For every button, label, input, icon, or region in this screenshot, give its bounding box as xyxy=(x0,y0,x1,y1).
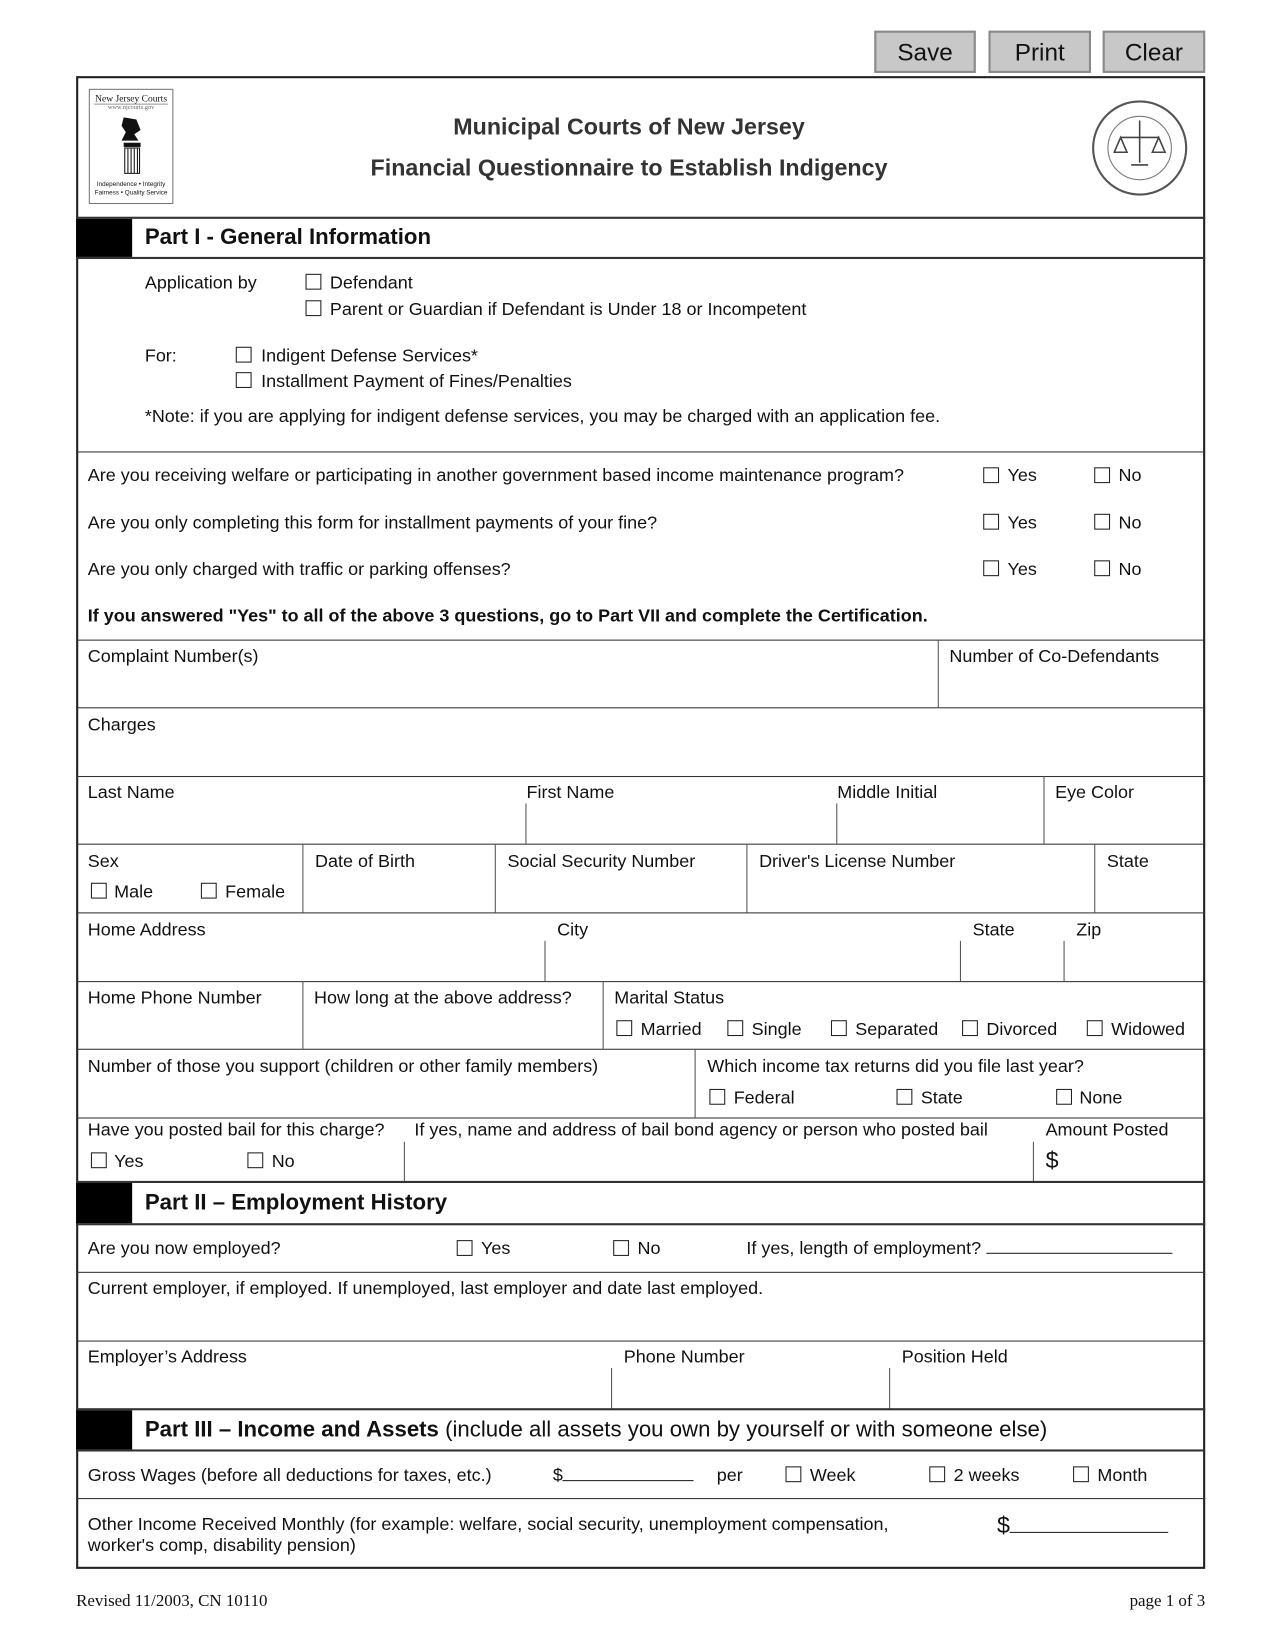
amount-posted-label: Amount Posted xyxy=(1045,1119,1169,1140)
last-name-label: Last Name xyxy=(87,782,175,803)
codefendants-label: Number of Co-Defendants xyxy=(949,645,1160,667)
home-address-label: Home Address xyxy=(87,919,206,940)
logo-url: www.njcourts.gov xyxy=(107,104,155,112)
federal-checkbox[interactable] xyxy=(709,1089,725,1105)
current-employer-label: Current employer, if employed. If unemployed, last employer and date last employed. xyxy=(87,1278,764,1299)
gross-wages-label: Gross Wages (before all deductions for taxes, etc.) xyxy=(87,1465,492,1486)
indigent-defense-checkbox[interactable] xyxy=(236,347,252,363)
married-checkbox[interactable] xyxy=(616,1020,632,1036)
court-seal-icon xyxy=(1091,99,1188,196)
installment-payment-label: Installment Payment of Fines/Penalties xyxy=(261,371,572,392)
week-label: Week xyxy=(809,1465,856,1486)
parent-guardian-label: Parent or Guardian if Defendant is Under 18 or Incompetent xyxy=(329,299,807,320)
print-button[interactable]: Print xyxy=(988,31,1091,73)
installment-no-checkbox[interactable] xyxy=(1094,514,1110,530)
defendant-checkbox[interactable] xyxy=(306,274,322,290)
indigent-defense-label: Indigent Defense Services* xyxy=(261,345,478,366)
per-label: per xyxy=(716,1465,743,1486)
yes-label: Yes xyxy=(114,1151,144,1172)
month-checkbox[interactable] xyxy=(1073,1466,1089,1482)
two-weeks-checkbox[interactable] xyxy=(929,1466,945,1482)
clear-button[interactable]: Clear xyxy=(1103,31,1206,73)
bail-question: Have you posted bail for this charge? xyxy=(87,1119,385,1140)
yes-label: Yes xyxy=(1007,559,1037,580)
no-label: No xyxy=(1118,559,1142,580)
divorced-label: Divorced xyxy=(986,1019,1058,1040)
single-checkbox[interactable] xyxy=(727,1020,743,1036)
male-checkbox[interactable] xyxy=(91,883,107,899)
position-held-label: Position Held xyxy=(901,1346,1008,1367)
none-checkbox[interactable] xyxy=(1056,1089,1072,1105)
part7-instruction: If you answered "Yes" to all of the above 3 questions, go to Part VII and complete the Certification. xyxy=(87,605,928,626)
middle-initial-label: Middle Initial xyxy=(837,782,938,803)
dollar-sign: $ xyxy=(996,1511,1010,1539)
married-label: Married xyxy=(640,1019,702,1040)
other-income-label-2: worker's comp, disability pension) xyxy=(87,1535,356,1556)
employment-length-field[interactable] xyxy=(746,1238,1172,1259)
dob-label: Date of Birth xyxy=(315,851,415,872)
employed-no-checkbox[interactable] xyxy=(613,1240,629,1256)
bail-no-checkbox[interactable] xyxy=(247,1152,263,1168)
employer-phone-label: Phone Number xyxy=(623,1346,745,1367)
nj-courts-logo xyxy=(89,89,174,204)
page-title: Municipal Courts of New Jersey xyxy=(453,113,805,140)
other-income-label: Other Income Received Monthly (for example: welfare, social security, unemployment compensation, xyxy=(87,1513,889,1534)
part3-title: Part III – Income and Assets xyxy=(144,1417,439,1442)
page-subtitle: Financial Questionnaire to Establish Indigency xyxy=(370,154,888,181)
part3-title-note: (include all assets you own by yourself or with someone else) xyxy=(445,1417,1048,1442)
employed-question: Are you now employed? xyxy=(87,1237,281,1259)
city-label: City xyxy=(557,919,589,940)
widowed-checkbox[interactable] xyxy=(1087,1020,1103,1036)
welfare-question: Are you receiving welfare or participating in another government based income maintenance program? xyxy=(87,465,904,486)
tax-returns-label: Which income tax returns did you file last year? xyxy=(707,1056,1084,1077)
yes-label: Yes xyxy=(1007,465,1037,486)
installment-yes-checkbox[interactable] xyxy=(983,514,999,530)
employed-yes-checkbox[interactable] xyxy=(457,1240,473,1256)
ssn-label: Social Security Number xyxy=(507,851,696,872)
no-label: No xyxy=(271,1151,295,1172)
divorced-checkbox[interactable] xyxy=(962,1020,978,1036)
how-long-label: How long at the above address? xyxy=(313,987,572,1008)
welfare-no-checkbox[interactable] xyxy=(1094,467,1110,483)
month-label: Month xyxy=(1097,1465,1148,1486)
bail-agency-label: If yes, name and address of bail bond agency or person who posted bail xyxy=(414,1119,988,1140)
no-label: No xyxy=(637,1237,661,1259)
bail-yes-checkbox[interactable] xyxy=(91,1152,107,1168)
dollar-sign: $ xyxy=(552,1465,563,1486)
yes-label: Yes xyxy=(1007,512,1037,533)
home-phone-label: Home Phone Number xyxy=(87,987,262,1008)
part1-header xyxy=(76,217,1205,259)
drivers-license-label: Driver's License Number xyxy=(759,851,956,872)
save-button[interactable]: Save xyxy=(874,31,975,73)
separated-checkbox[interactable] xyxy=(831,1020,847,1036)
application-by-label: Application by xyxy=(144,272,257,293)
part1-title: Part I - General Information xyxy=(144,225,432,250)
logo-text: New Jersey Courts xyxy=(95,93,168,104)
gross-wages-field[interactable] xyxy=(553,1465,694,1486)
dollar-sign: $ xyxy=(1045,1147,1059,1174)
charges-label: Charges xyxy=(87,714,156,735)
employment-length-label: If yes, length of employment? xyxy=(746,1237,982,1259)
no-label: No xyxy=(1118,512,1142,533)
female-checkbox[interactable] xyxy=(201,883,217,899)
traffic-yes-checkbox[interactable] xyxy=(983,560,999,576)
employer-address-label: Employer’s Address xyxy=(87,1346,247,1367)
installment-payment-checkbox[interactable] xyxy=(236,372,252,388)
traffic-question: Are you only charged with traffic or parking offenses? xyxy=(87,559,511,580)
revision-note: Revised 11/2003, CN 10110 xyxy=(76,1592,268,1611)
two-weeks-label: 2 weeks xyxy=(953,1465,1020,1486)
part2-header xyxy=(76,1181,1205,1225)
widowed-label: Widowed xyxy=(1111,1019,1186,1040)
no-label: No xyxy=(1118,465,1142,486)
marital-status-label: Marital Status xyxy=(614,987,725,1008)
complaint-number-label: Complaint Number(s) xyxy=(87,645,259,667)
other-income-field[interactable] xyxy=(997,1512,1169,1539)
page-number: page 1 of 3 xyxy=(1129,1592,1206,1611)
yes-label: Yes xyxy=(481,1237,511,1259)
state-label: State xyxy=(972,919,1015,940)
parent-guardian-checkbox[interactable] xyxy=(306,300,322,316)
federal-label: Federal xyxy=(733,1087,795,1108)
state-tax-label: State xyxy=(920,1087,963,1108)
separated-label: Separated xyxy=(855,1019,939,1040)
state-tax-checkbox[interactable] xyxy=(897,1089,913,1105)
single-label: Single xyxy=(751,1019,802,1040)
logo-motto: Independence • Integrity Fairness • Quality Service xyxy=(94,181,168,197)
dependents-label: Number of those you support (children or other family members) xyxy=(87,1056,599,1077)
sex-label: Sex xyxy=(87,851,119,872)
traffic-no-checkbox[interactable] xyxy=(1094,560,1110,576)
defendant-label: Defendant xyxy=(329,272,413,293)
application-fee-note: *Note: if you are applying for indigent defense services, you may be charged with an application fee. xyxy=(144,405,941,427)
part3-header xyxy=(76,1408,1205,1451)
zip-label: Zip xyxy=(1076,919,1102,940)
eye-color-label: Eye Color xyxy=(1055,782,1134,803)
first-name-label: First Name xyxy=(526,782,615,803)
female-label: Female xyxy=(225,881,286,902)
installment-question: Are you only completing this form for installment payments of your fine? xyxy=(87,512,658,533)
welfare-yes-checkbox[interactable] xyxy=(983,467,999,483)
male-label: Male xyxy=(114,881,154,902)
week-checkbox[interactable] xyxy=(785,1466,801,1482)
part2-title: Part II – Employment History xyxy=(144,1190,448,1215)
none-label: None xyxy=(1079,1087,1123,1108)
for-label: For: xyxy=(144,345,177,366)
dl-state-label: State xyxy=(1106,851,1149,872)
